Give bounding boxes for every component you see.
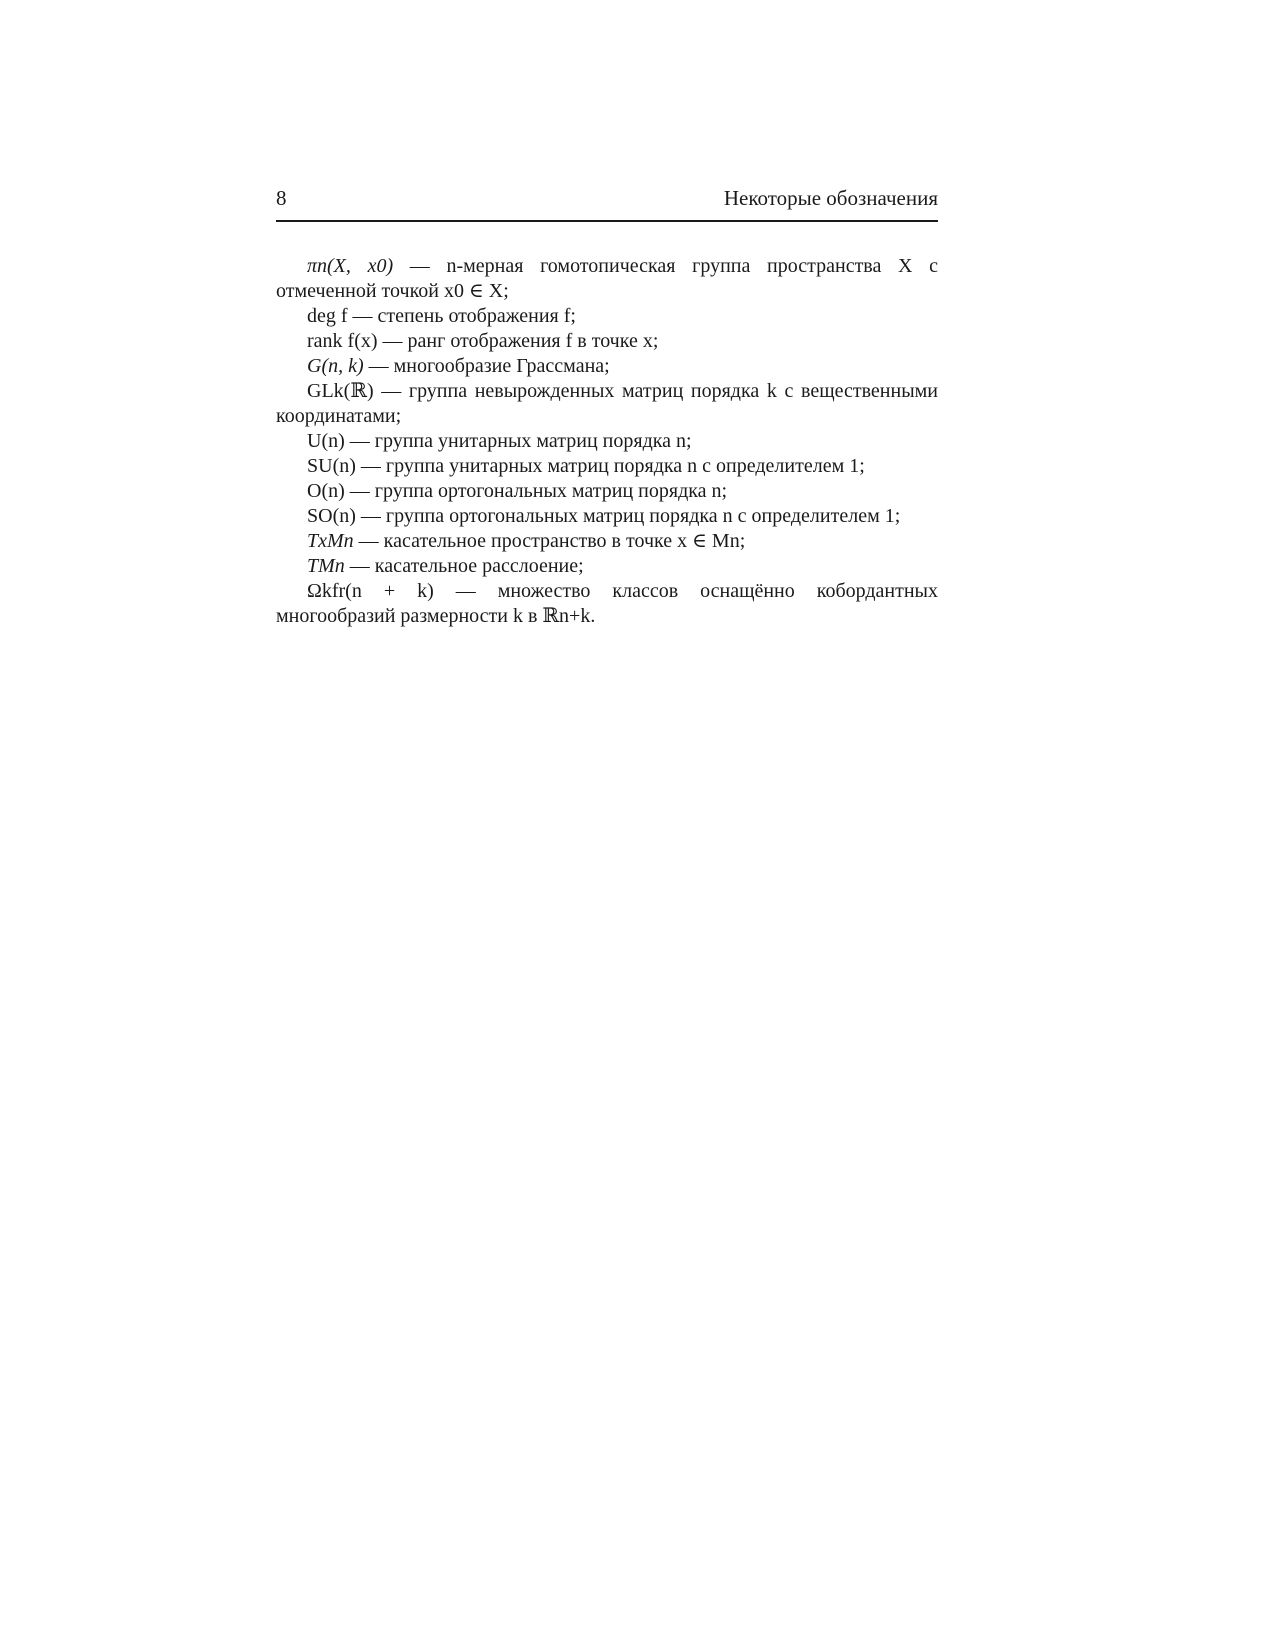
notation-separator: — [355,505,386,527]
notation-symbol: U(n) [307,430,345,452]
notation-description: группа ортогональных матриц порядка n с определителем 1; [385,505,901,527]
notation-item [276,329,938,354]
notation-symbol: G(n, k) [307,355,364,377]
notation-item [276,479,938,504]
notation-symbol: πn(X, x0) [307,255,394,277]
notation-description: группа ортогональных матриц порядка n; [374,480,728,502]
notation-description: группа невырожденных матриц порядка k с вещественными координатами; [276,380,939,427]
notation-symbol: rank f(x) [307,330,378,352]
notation-symbol: O(n) [307,480,345,502]
notation-item [276,354,938,379]
notation-separator: — [373,380,409,402]
notation-separator: — [355,455,386,477]
notation-symbol: Ωkfr(n + k) [307,580,434,602]
notation-symbol: TxMn [307,530,354,552]
notation-separator: — [344,480,375,502]
notation-separator: — [433,580,498,602]
notation-description: множество классов оснащённо кобордантных многообразий размерности k в ℝn+k. [276,580,938,627]
page-header [276,186,938,222]
notation-item [276,429,938,454]
running-title: Некоторые обозначения [723,186,938,210]
notation-separator: — [344,555,375,577]
notation-description: касательное расслоение; [374,555,584,577]
notation-symbol: SO(n) [307,505,356,527]
notation-description: ранг отображения f в точке x; [407,330,659,352]
notation-description: группа унитарных матриц порядка n; [374,430,692,452]
notation-item [276,379,938,429]
notation-description: группа унитарных матриц порядка n с определителем 1; [385,455,865,477]
notation-separator: — [353,530,384,552]
notation-separator: — [377,330,408,352]
notation-item [276,504,938,529]
notation-item [276,554,938,579]
notation-symbol: TMn [307,555,345,577]
notation-item [276,529,938,554]
page-number: 8 [276,186,287,210]
notation-description: степень отображения f; [377,305,576,327]
notation-separator: — [393,255,447,277]
notation-description: n-мерная гомотопическая группа пространства X с отмеченной точкой x0 ∈ X; [276,255,939,302]
notation-symbol: GLk(ℝ) [307,380,374,402]
notation-item [276,454,938,479]
notation-description: касательное пространство в точке x ∈ Mn; [383,530,746,552]
notation-separator: — [347,305,378,327]
notation-separator: — [344,430,375,452]
notation-list [276,254,938,629]
notation-symbol: deg f [307,305,348,327]
notation-item [276,254,938,304]
notation-item [276,579,938,629]
notation-separator: — [363,355,394,377]
notation-item [276,304,938,329]
notation-description: многообразие Грассмана; [393,355,610,377]
notation-symbol: SU(n) [307,455,356,477]
